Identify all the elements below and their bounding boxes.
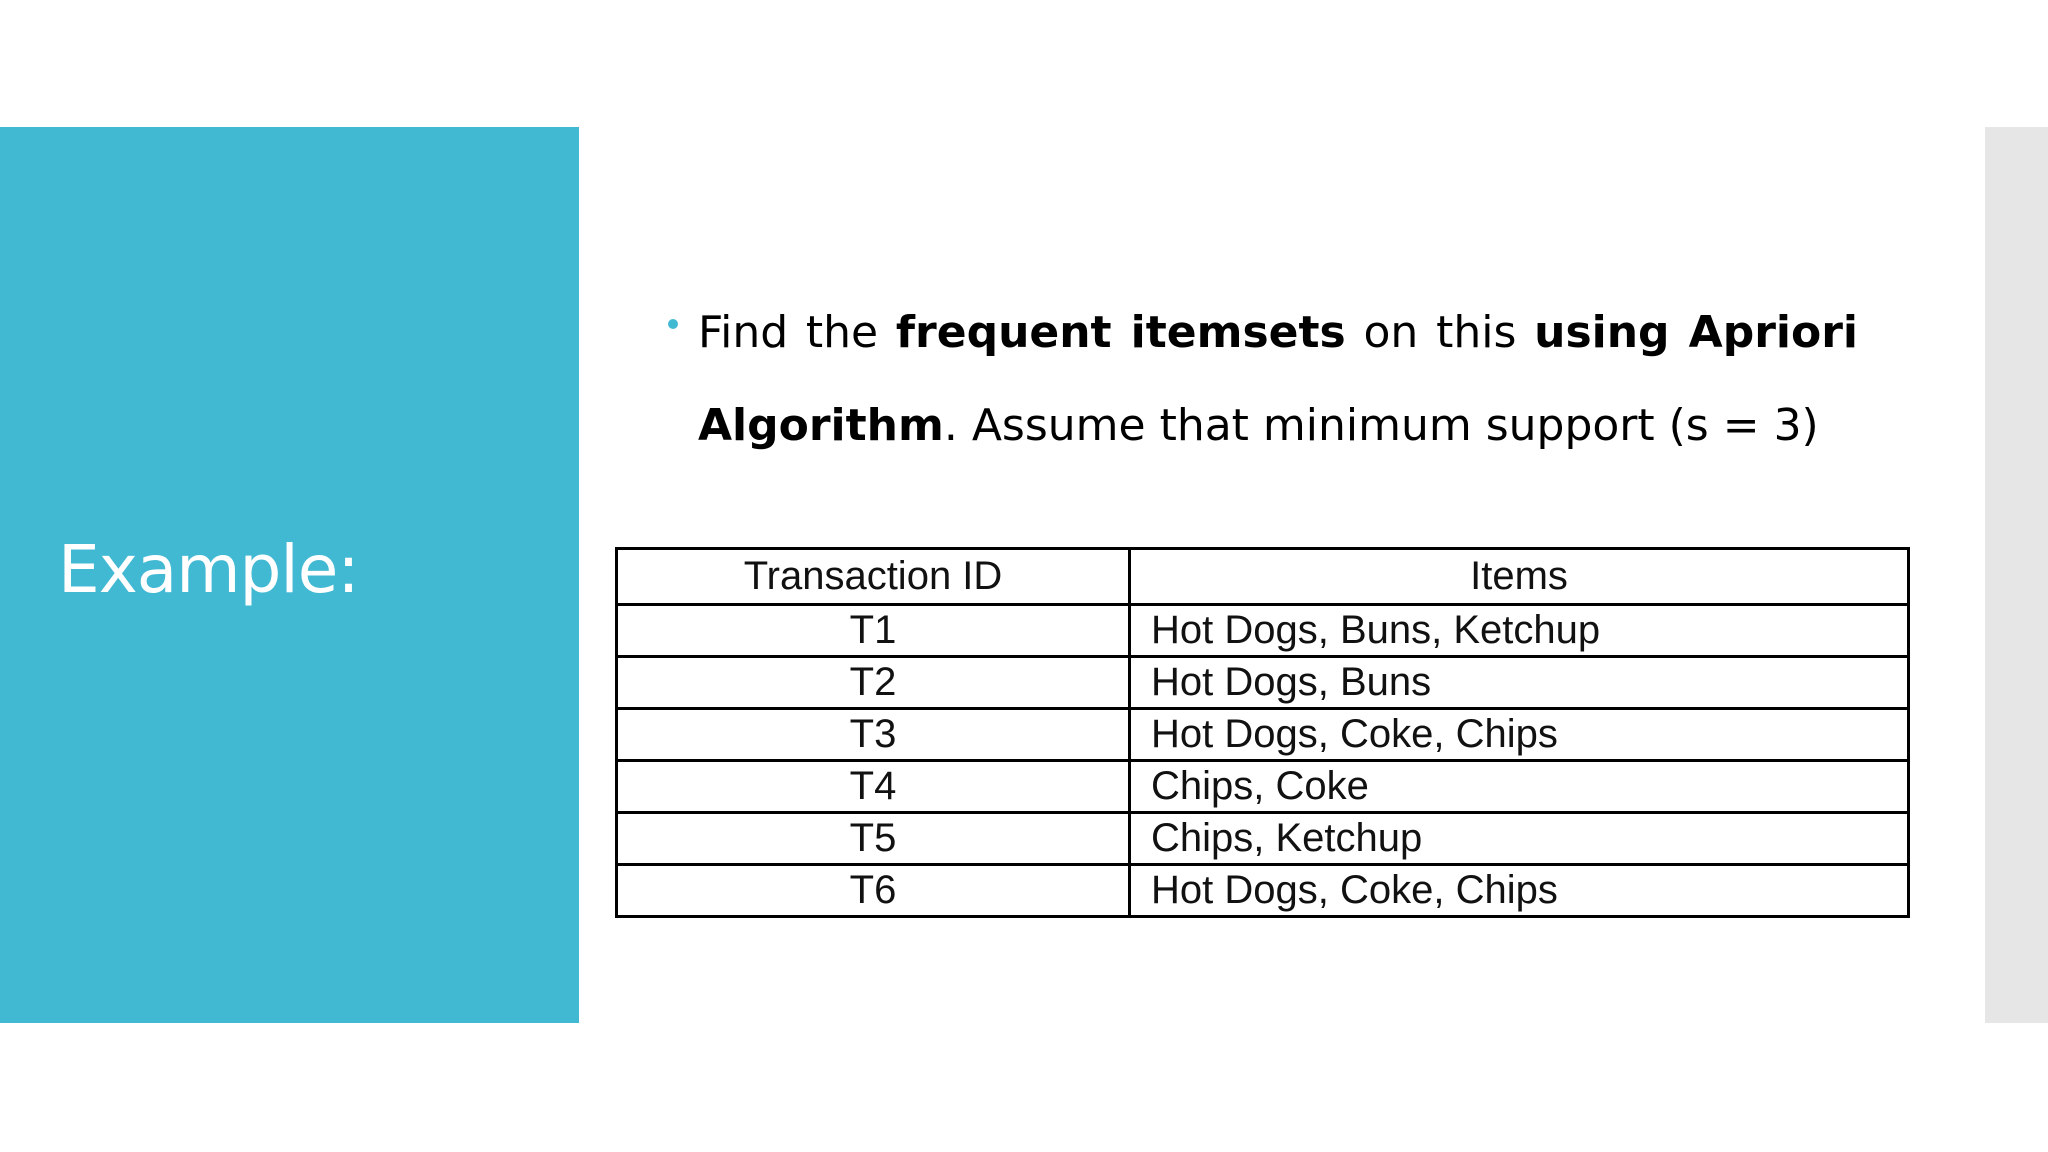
- transaction-id-cell: T5: [617, 813, 1130, 865]
- table-row: [617, 709, 1909, 761]
- items-cell: Hot Dogs, Buns: [1130, 657, 1909, 709]
- transaction-id-cell: T2: [617, 657, 1130, 709]
- side-strip: [1985, 127, 2048, 1023]
- bullet-text-bold: using Apriori Algorithm: [698, 307, 1858, 451]
- table-row: [617, 761, 1909, 813]
- transaction-id-cell: T3: [617, 709, 1130, 761]
- items-cell: Chips, Coke: [1130, 761, 1909, 813]
- bullet-text-bold: frequent itemsets: [895, 307, 1346, 358]
- bullet-text-part: on this: [1345, 307, 1535, 358]
- transaction-id-cell: T4: [617, 761, 1130, 813]
- items-cell: Chips, Ketchup: [1130, 813, 1909, 865]
- column-header-transaction-id: Transaction ID: [617, 549, 1130, 605]
- bullet-text: [698, 286, 1858, 472]
- items-cell: Hot Dogs, Buns, Ketchup: [1130, 605, 1909, 657]
- transaction-id-cell: T1: [617, 605, 1130, 657]
- transaction-id-cell: T6: [617, 865, 1130, 917]
- table-row: [617, 657, 1909, 709]
- bullet-text-part: . Assume that minimum support (s = 3): [943, 400, 1819, 451]
- transactions-table: [615, 547, 1910, 918]
- bullet-dot-icon: [668, 319, 678, 329]
- table-row: [617, 605, 1909, 657]
- table-row: [617, 865, 1909, 917]
- table-row: [617, 813, 1909, 865]
- slide-title: Example:: [58, 531, 359, 608]
- bullet-text-part: Find the: [698, 307, 896, 358]
- column-header-items: Items: [1130, 549, 1909, 605]
- items-cell: Hot Dogs, Coke, Chips: [1130, 709, 1909, 761]
- table-header-row: [617, 549, 1909, 605]
- items-cell: Hot Dogs, Coke, Chips: [1130, 865, 1909, 917]
